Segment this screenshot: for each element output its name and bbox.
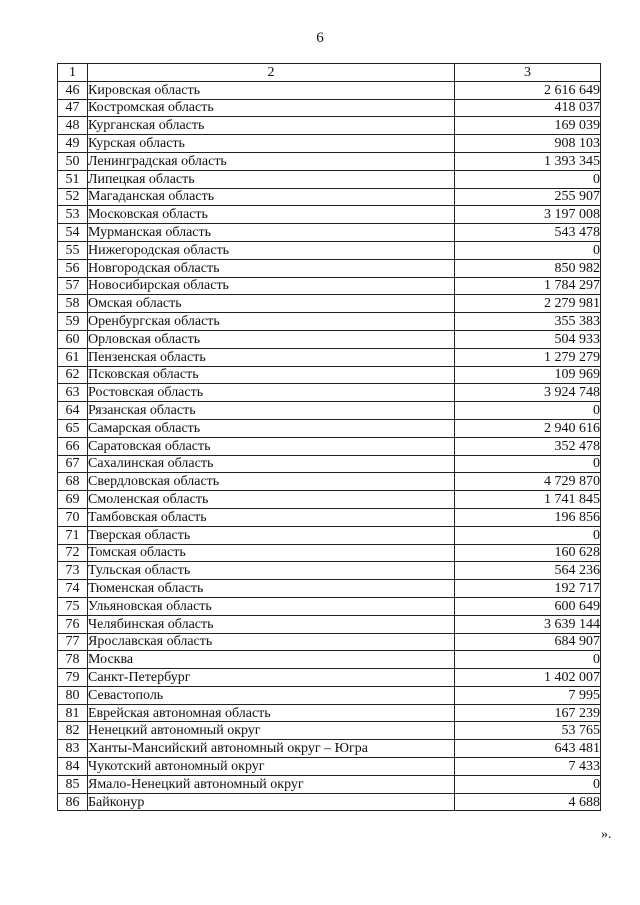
row-number-cell: 58 xyxy=(58,295,88,313)
amount-cell: 196 856 xyxy=(455,508,601,526)
amount-cell: 1 393 345 xyxy=(455,152,601,170)
amount-cell: 684 907 xyxy=(455,633,601,651)
table-row xyxy=(58,473,601,491)
amount-cell: 2 940 616 xyxy=(455,419,601,437)
amount-cell: 418 037 xyxy=(455,99,601,117)
region-name-cell: Рязанская область xyxy=(88,402,455,420)
amount-cell: 1 741 845 xyxy=(455,491,601,509)
table-row xyxy=(58,81,601,99)
region-name-cell: Саратовская область xyxy=(88,437,455,455)
region-name-cell: Костромская область xyxy=(88,99,455,117)
region-name-cell: Пензенская область xyxy=(88,348,455,366)
amount-cell: 355 383 xyxy=(455,313,601,331)
row-number-cell: 75 xyxy=(58,597,88,615)
amount-cell: 7 433 xyxy=(455,758,601,776)
table-row xyxy=(58,259,601,277)
amount-cell: 4 729 870 xyxy=(455,473,601,491)
table-row xyxy=(58,224,601,242)
amount-cell: 7 995 xyxy=(455,686,601,704)
row-number-cell: 84 xyxy=(58,758,88,776)
table-row xyxy=(58,277,601,295)
table-row xyxy=(58,793,601,811)
table-row xyxy=(58,544,601,562)
amount-cell: 0 xyxy=(455,455,601,473)
table-row xyxy=(58,704,601,722)
row-number-cell: 83 xyxy=(58,740,88,758)
region-name-cell: Ненецкий автономный округ xyxy=(88,722,455,740)
row-number-cell: 71 xyxy=(58,526,88,544)
row-number-cell: 51 xyxy=(58,170,88,188)
row-number-cell: 54 xyxy=(58,224,88,242)
amount-cell: 564 236 xyxy=(455,562,601,580)
region-name-cell: Свердловская область xyxy=(88,473,455,491)
region-name-cell: Тамбовская область xyxy=(88,508,455,526)
amount-cell: 3 197 008 xyxy=(455,206,601,224)
region-name-cell: Курганская область xyxy=(88,117,455,135)
row-number-cell: 79 xyxy=(58,669,88,687)
row-number-cell: 85 xyxy=(58,775,88,793)
table-row xyxy=(58,775,601,793)
table-row xyxy=(58,562,601,580)
amount-cell: 192 717 xyxy=(455,580,601,598)
region-name-cell: Байконур xyxy=(88,793,455,811)
table-row xyxy=(58,508,601,526)
table-row xyxy=(58,295,601,313)
region-name-cell: Ярославская область xyxy=(88,633,455,651)
table-header-row xyxy=(58,64,601,82)
row-number-cell: 80 xyxy=(58,686,88,704)
table-row xyxy=(58,402,601,420)
amount-cell: 600 649 xyxy=(455,597,601,615)
table-row xyxy=(58,722,601,740)
amount-cell: 504 933 xyxy=(455,330,601,348)
amount-cell: 850 982 xyxy=(455,259,601,277)
table-row xyxy=(58,740,601,758)
table-row xyxy=(58,491,601,509)
region-name-cell: Санкт-Петербург xyxy=(88,669,455,687)
row-number-cell: 68 xyxy=(58,473,88,491)
table-row xyxy=(58,330,601,348)
column-header-3: 3 xyxy=(455,64,601,82)
region-name-cell: Томская область xyxy=(88,544,455,562)
column-header-2: 2 xyxy=(88,64,455,82)
row-number-cell: 56 xyxy=(58,259,88,277)
amount-cell: 109 969 xyxy=(455,366,601,384)
table-row xyxy=(58,170,601,188)
row-number-cell: 48 xyxy=(58,117,88,135)
amount-cell: 0 xyxy=(455,526,601,544)
table-row xyxy=(58,135,601,153)
row-number-cell: 47 xyxy=(58,99,88,117)
table-row xyxy=(58,455,601,473)
amount-cell: 643 481 xyxy=(455,740,601,758)
table-row xyxy=(58,526,601,544)
region-name-cell: Московская область xyxy=(88,206,455,224)
amount-cell: 2 616 649 xyxy=(455,81,601,99)
region-name-cell: Ульяновская область xyxy=(88,597,455,615)
row-number-cell: 72 xyxy=(58,544,88,562)
table-row xyxy=(58,419,601,437)
region-name-cell: Ханты-Мансийский автономный округ – Югра xyxy=(88,740,455,758)
closing-quote: ». xyxy=(601,827,612,842)
region-name-cell: Тюменская область xyxy=(88,580,455,598)
table-row xyxy=(58,651,601,669)
data-table xyxy=(57,63,601,811)
region-name-cell: Смоленская область xyxy=(88,491,455,509)
row-number-cell: 63 xyxy=(58,384,88,402)
region-name-cell: Челябинская область xyxy=(88,615,455,633)
amount-cell: 0 xyxy=(455,651,601,669)
region-name-cell: Магаданская область xyxy=(88,188,455,206)
amount-cell: 160 628 xyxy=(455,544,601,562)
row-number-cell: 55 xyxy=(58,241,88,259)
region-name-cell: Курская область xyxy=(88,135,455,153)
row-number-cell: 61 xyxy=(58,348,88,366)
row-number-cell: 46 xyxy=(58,81,88,99)
table-row xyxy=(58,241,601,259)
table-row xyxy=(58,313,601,331)
amount-cell: 169 039 xyxy=(455,117,601,135)
amount-cell: 4 688 xyxy=(455,793,601,811)
row-number-cell: 70 xyxy=(58,508,88,526)
region-name-cell: Ленинградская область xyxy=(88,152,455,170)
column-header-1: 1 xyxy=(58,64,88,82)
table-row xyxy=(58,669,601,687)
table-row xyxy=(58,188,601,206)
amount-cell: 3 639 144 xyxy=(455,615,601,633)
amount-cell: 0 xyxy=(455,402,601,420)
region-name-cell: Орловская область xyxy=(88,330,455,348)
region-name-cell: Еврейская автономная область xyxy=(88,704,455,722)
table-row xyxy=(58,597,601,615)
region-name-cell: Омская область xyxy=(88,295,455,313)
table-row xyxy=(58,633,601,651)
table-row xyxy=(58,348,601,366)
row-number-cell: 57 xyxy=(58,277,88,295)
row-number-cell: 65 xyxy=(58,419,88,437)
row-number-cell: 81 xyxy=(58,704,88,722)
amount-cell: 0 xyxy=(455,241,601,259)
amount-cell: 167 239 xyxy=(455,704,601,722)
row-number-cell: 66 xyxy=(58,437,88,455)
amount-cell: 0 xyxy=(455,775,601,793)
region-name-cell: Оренбургская область xyxy=(88,313,455,331)
amount-cell: 1 784 297 xyxy=(455,277,601,295)
page-number: 6 xyxy=(316,30,324,46)
region-name-cell: Чукотский автономный округ xyxy=(88,758,455,776)
table-row xyxy=(58,206,601,224)
amount-cell: 352 478 xyxy=(455,437,601,455)
row-number-cell: 59 xyxy=(58,313,88,331)
table-row xyxy=(58,117,601,135)
region-name-cell: Новгородская область xyxy=(88,259,455,277)
row-number-cell: 67 xyxy=(58,455,88,473)
table-row xyxy=(58,99,601,117)
row-number-cell: 49 xyxy=(58,135,88,153)
region-name-cell: Псковская область xyxy=(88,366,455,384)
region-name-cell: Ростовская область xyxy=(88,384,455,402)
table-row xyxy=(58,384,601,402)
amount-cell: 1 279 279 xyxy=(455,348,601,366)
region-name-cell: Севастополь xyxy=(88,686,455,704)
region-name-cell: Сахалинская область xyxy=(88,455,455,473)
region-name-cell: Липецкая область xyxy=(88,170,455,188)
region-name-cell: Тверская область xyxy=(88,526,455,544)
amount-cell: 53 765 xyxy=(455,722,601,740)
row-number-cell: 62 xyxy=(58,366,88,384)
row-number-cell: 82 xyxy=(58,722,88,740)
amount-cell: 255 907 xyxy=(455,188,601,206)
table-body xyxy=(58,81,601,811)
row-number-cell: 86 xyxy=(58,793,88,811)
row-number-cell: 73 xyxy=(58,562,88,580)
region-name-cell: Нижегородская область xyxy=(88,241,455,259)
table-row xyxy=(58,758,601,776)
table-row xyxy=(58,152,601,170)
amount-cell: 2 279 981 xyxy=(455,295,601,313)
table-row xyxy=(58,615,601,633)
amount-cell: 543 478 xyxy=(455,224,601,242)
region-name-cell: Новосибирская область xyxy=(88,277,455,295)
row-number-cell: 50 xyxy=(58,152,88,170)
amount-cell: 908 103 xyxy=(455,135,601,153)
region-name-cell: Мурманская область xyxy=(88,224,455,242)
table-row xyxy=(58,580,601,598)
region-name-cell: Москва xyxy=(88,651,455,669)
amount-cell: 1 402 007 xyxy=(455,669,601,687)
row-number-cell: 74 xyxy=(58,580,88,598)
region-name-cell: Тульская область xyxy=(88,562,455,580)
row-number-cell: 77 xyxy=(58,633,88,651)
row-number-cell: 76 xyxy=(58,615,88,633)
amount-cell: 3 924 748 xyxy=(455,384,601,402)
amount-cell: 0 xyxy=(455,170,601,188)
region-name-cell: Кировская область xyxy=(88,81,455,99)
row-number-cell: 64 xyxy=(58,402,88,420)
row-number-cell: 69 xyxy=(58,491,88,509)
row-number-cell: 60 xyxy=(58,330,88,348)
region-name-cell: Самарская область xyxy=(88,419,455,437)
table-row xyxy=(58,686,601,704)
row-number-cell: 53 xyxy=(58,206,88,224)
table-row xyxy=(58,366,601,384)
row-number-cell: 52 xyxy=(58,188,88,206)
region-name-cell: Ямало-Ненецкий автономный округ xyxy=(88,775,455,793)
row-number-cell: 78 xyxy=(58,651,88,669)
table-row xyxy=(58,437,601,455)
